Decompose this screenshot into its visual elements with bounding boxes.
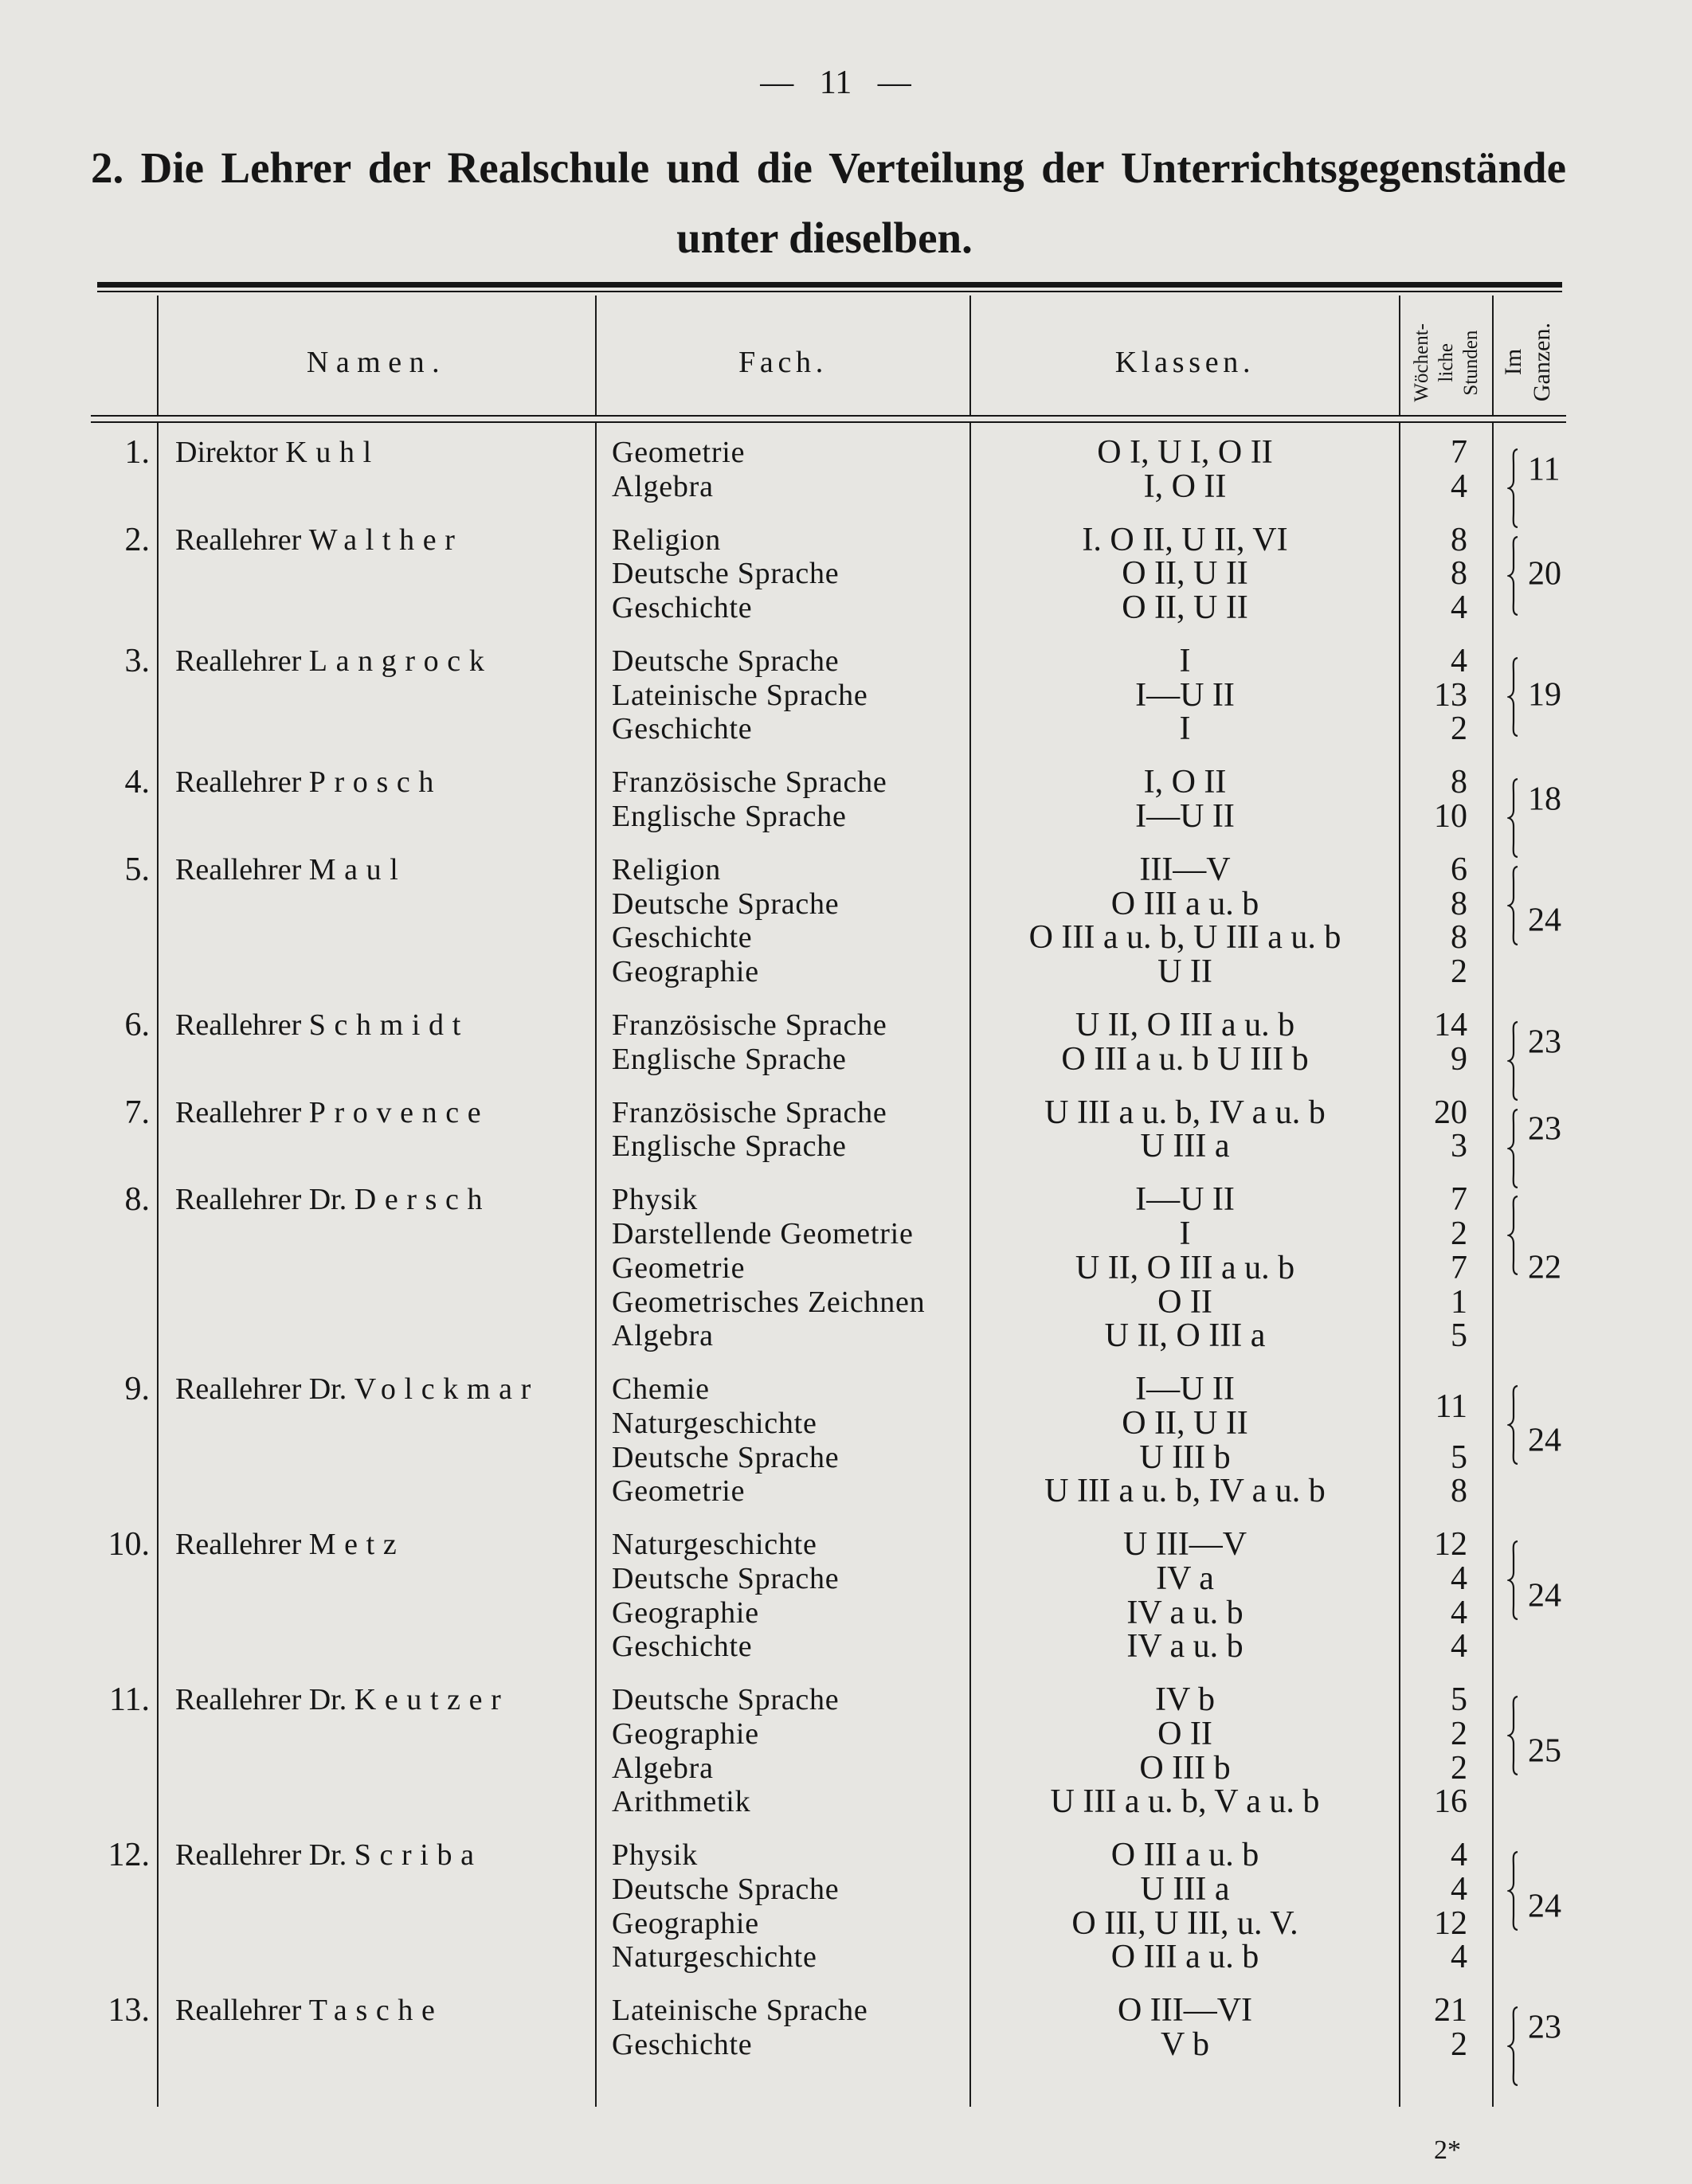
classes-cell: U III a u. b, IV a u. b: [1044, 1473, 1326, 1510]
header-column-rule: [1492, 296, 1494, 415]
subject-cell: Chemie: [612, 1372, 710, 1407]
weekly-hours-cell: [1400, 1183, 1493, 1217]
classes-cell: I—U II: [1135, 676, 1235, 714]
total-hours-cell: [1493, 644, 1562, 746]
total-hours-value: 11: [1528, 451, 1561, 488]
classes-cell: I: [1179, 643, 1191, 680]
weekly-hours-value: 4: [1451, 1871, 1467, 1908]
weekly-hours-value: 2: [1451, 1749, 1467, 1787]
classes-cell: U III a: [1140, 1128, 1230, 1165]
row-number: 12.: [108, 1837, 150, 1874]
teacher-surname: Prosch: [308, 765, 443, 800]
header-column-rule: [157, 296, 159, 415]
table-top-thick-rule: [97, 282, 1562, 288]
table-body: [97, 423, 1562, 2107]
weekly-hours-cell: [1400, 2028, 1493, 2062]
teacher-name: [158, 436, 596, 470]
header-number-cell: [97, 292, 158, 415]
subject-cell: Geschichte: [612, 1630, 753, 1664]
total-hours-cell: [1493, 436, 1562, 503]
classes-cell: U III b: [1139, 1438, 1231, 1476]
weekly-hours-cell: [1400, 557, 1493, 591]
weekly-hours-cell: [1400, 1372, 1493, 1440]
weekly-hours-value: 4: [1451, 1939, 1467, 1976]
subject-cell: Deutsche Sprache: [612, 1683, 840, 1717]
header-weekly-hours-label: [1409, 323, 1483, 402]
row-number: 4.: [124, 764, 150, 801]
subject-cell: Englische Sprache: [612, 800, 847, 834]
subject-cell: Naturgeschichte: [612, 1940, 817, 1975]
teacher-surname: Metz: [308, 1528, 405, 1562]
page-number: — 11 —: [760, 65, 911, 101]
total-hours-value: 22: [1528, 1249, 1561, 1286]
brace-icon: [1507, 1109, 1520, 1188]
teacher-row: [97, 1096, 1562, 1164]
weekly-hours-cell: [1400, 1096, 1493, 1130]
classes-cell: O II, U II: [1122, 589, 1248, 627]
subject-cell: Englische Sprache: [612, 1042, 847, 1076]
weekly-hours-value: 4: [1451, 1628, 1467, 1665]
classes-cell: U III a u. b, V a u. b: [1050, 1783, 1320, 1821]
subject-cell: Naturgeschichte: [612, 1406, 817, 1440]
teacher-row: [97, 1992, 1562, 2064]
teacher-row: [97, 1528, 1562, 1664]
total-hours-value: 20: [1528, 555, 1561, 593]
row-number: 7.: [124, 1094, 150, 1131]
section-title-line-1: 2. Die Lehrer der Realschule und die Verteilung der Unterrichtsgegenstände: [91, 143, 1566, 192]
classes-cell: III—V: [1139, 851, 1231, 889]
teacher-row: [97, 1372, 1562, 1509]
teacher-surname: Volckmar: [354, 1372, 539, 1407]
header-weekly-hours-line: Stunden: [1460, 330, 1482, 395]
subject-cell: Religion: [612, 853, 721, 887]
brace-icon: [1507, 448, 1520, 528]
row-number: 2.: [124, 521, 150, 558]
teacher-surname: Dersch: [354, 1183, 492, 1217]
brace-icon: [1507, 866, 1520, 945]
classes-cell: I: [1179, 710, 1191, 748]
total-hours-cell: [1493, 1183, 1562, 1352]
subject-cell: Algebra: [612, 469, 714, 503]
subject-cell: Deutsche Sprache: [612, 1440, 840, 1474]
weekly-hours-cell: [1400, 470, 1493, 504]
teacher-row: [97, 1838, 1562, 1975]
teacher-row: [97, 644, 1562, 746]
weekly-hours-value: 7: [1451, 1181, 1467, 1219]
weekly-hours-cell: [1400, 1940, 1493, 1975]
total-hours-value: 23: [1528, 2009, 1561, 2046]
classes-cell: O III a u. b: [1110, 1837, 1259, 1874]
total-hours-cell: [1493, 523, 1562, 625]
subject-cell: Lateinische Sprache: [612, 1994, 868, 2028]
teacher-rank: Reallehrer: [175, 1528, 302, 1562]
weekly-hours-cell: [1400, 1630, 1493, 1664]
total-hours-cell: [1493, 1096, 1562, 1164]
weekly-hours-value: 12: [1434, 1526, 1467, 1564]
teacher-surname: Maul: [308, 853, 407, 887]
classes-cell: O III a u. b: [1110, 885, 1259, 922]
total-hours-value: 25: [1528, 1732, 1561, 1770]
header-subject-label: Fach.: [738, 346, 828, 379]
header-classes-label: Klassen.: [1114, 346, 1255, 379]
weekly-hours-cell: [1400, 1319, 1493, 1353]
teacher-rank: Reallehrer: [175, 1994, 302, 2028]
weekly-hours-cell: [1400, 1528, 1493, 1562]
weekly-hours-cell: [1400, 1994, 1493, 2028]
weekly-hours-value: 4: [1451, 468, 1467, 505]
weekly-hours-cell: [1400, 955, 1493, 989]
brace-icon: [1507, 1021, 1520, 1101]
total-hours-value: 19: [1528, 676, 1561, 714]
brace-icon: [1507, 1696, 1520, 1775]
teacher-row: [97, 523, 1562, 625]
subject-cell: Französische Sprache: [612, 1008, 887, 1043]
weekly-hours-value: 13: [1434, 676, 1467, 714]
weekly-hours-cell: [1400, 712, 1493, 746]
row-number: 13.: [108, 1992, 150, 2029]
teacher-surname: Kuhl: [285, 436, 380, 469]
brace-icon: [1507, 1851, 1520, 1931]
weekly-hours-cell: [1400, 1040, 1493, 1078]
weekly-hours-value: 5: [1451, 1438, 1467, 1476]
weekly-hours-cell: [1400, 1217, 1493, 1251]
weekly-hours-cell: [1400, 853, 1493, 887]
weekly-hours-cell: [1400, 1785, 1493, 1819]
teacher-rank: Reallehrer: [175, 853, 302, 887]
subject-cell: Geographie: [612, 955, 759, 989]
classes-cell: U II: [1157, 953, 1212, 991]
weekly-hours-cell: [1400, 591, 1493, 625]
weekly-hours-value: 4: [1451, 643, 1467, 680]
subject-cell: Religion: [612, 523, 721, 557]
weekly-hours-value: 8: [1451, 555, 1467, 593]
total-hours-cell: [1493, 1683, 1562, 1819]
teacher-rank: Reallehrer: [175, 1008, 302, 1043]
teacher-rank: Reallehrer Dr.: [175, 1183, 347, 1217]
total-hours-value: 24: [1528, 902, 1561, 940]
weekly-hours-value: 4: [1451, 1560, 1467, 1597]
teacher-rank: Reallehrer Dr.: [175, 1683, 347, 1717]
classes-cell: O II, U II: [1122, 1404, 1248, 1442]
classes-cell: U III—V: [1122, 1526, 1247, 1564]
weekly-hours-cell: [1400, 1683, 1493, 1717]
classes-cell: O III b: [1139, 1749, 1231, 1787]
weekly-hours-cell: [1400, 1749, 1493, 1787]
weekly-hours-cell: [1400, 1904, 1493, 1942]
subject-cell: Algebra: [612, 1751, 714, 1785]
header-total-cell: [1493, 292, 1562, 415]
teacher-name: [158, 523, 596, 558]
teacher-name: [158, 1994, 596, 2028]
brace-icon: [1507, 1196, 1520, 1275]
weekly-hours-value: 6: [1451, 851, 1467, 889]
weekly-hours-cell: [1400, 1838, 1493, 1873]
classes-cell: IV a: [1156, 1560, 1214, 1597]
weekly-hours-cell: [1400, 887, 1493, 922]
teacher-row: [97, 764, 1562, 836]
weekly-hours-cell: [1400, 523, 1493, 558]
row-number: 5.: [124, 851, 150, 889]
weekly-hours-cell: [1400, 676, 1493, 714]
header-weekly-hours-line: Wöchent-: [1411, 323, 1432, 402]
classes-cell: U II, O III a u. b: [1075, 1007, 1295, 1044]
weekly-hours-value: 4: [1451, 1837, 1467, 1874]
header-column-rule: [595, 296, 597, 415]
classes-cell: O III—VI: [1117, 1992, 1253, 2029]
classes-cell: V b: [1160, 2026, 1210, 2064]
total-hours-value: 24: [1528, 1888, 1561, 1925]
total-hours-value: 23: [1528, 1024, 1561, 1061]
classes-cell: IV a u. b: [1126, 1628, 1244, 1665]
header-weekly-hours-line: liche: [1435, 342, 1457, 382]
table-header: [97, 292, 1562, 415]
header-names-cell: [158, 292, 596, 415]
classes-cell: O III a u. b, U III a u. b: [1028, 919, 1341, 957]
teacher-surname: Keutzer: [354, 1683, 510, 1717]
total-hours-value: 18: [1528, 781, 1561, 818]
classes-cell: O II, U II: [1122, 555, 1248, 593]
weekly-hours-value: 2: [1451, 1715, 1467, 1752]
row-number: 11.: [109, 1681, 150, 1719]
brace-icon: [1507, 1385, 1520, 1465]
weekly-hours-value: 9: [1451, 1040, 1467, 1078]
row-number: 1.: [124, 434, 150, 471]
weekly-hours-value: 3: [1451, 1128, 1467, 1165]
teacher-name: [158, 853, 596, 887]
total-hours-value: 24: [1528, 1422, 1561, 1459]
total-hours-cell: [1493, 1838, 1562, 1975]
teacher-name: [158, 1096, 596, 1130]
subject-cell: Deutsche Sprache: [612, 557, 840, 591]
row-number: 10.: [108, 1526, 150, 1564]
weekly-hours-cell: [1400, 1717, 1493, 1752]
classes-cell: O II: [1157, 1283, 1212, 1321]
weekly-hours-value: 12: [1434, 1904, 1467, 1942]
weekly-hours-value: 10: [1434, 798, 1467, 836]
classes-cell: U II, O III a: [1104, 1317, 1266, 1355]
total-hours-cell: [1493, 1994, 1562, 2061]
teacher-row: [97, 436, 1562, 503]
teacher-name: [158, 1008, 596, 1043]
teacher-rank: Reallehrer Dr.: [175, 1372, 347, 1407]
subject-cell: Französische Sprache: [612, 1095, 887, 1129]
weekly-hours-value: 1: [1451, 1283, 1467, 1321]
weekly-hours-cell: [1400, 800, 1493, 834]
weekly-hours-cell: [1400, 1873, 1493, 1907]
subject-cell: Geometrie: [612, 436, 746, 469]
classes-cell: O II: [1157, 1715, 1212, 1752]
classes-cell: O III, U III, u. V.: [1071, 1904, 1298, 1942]
weekly-hours-cell: [1400, 1283, 1493, 1321]
weekly-hours-value: 8: [1451, 919, 1467, 957]
weekly-hours-cell: [1400, 1474, 1493, 1509]
brace-icon: [1507, 778, 1520, 858]
weekly-hours-value: 7: [1451, 1249, 1467, 1286]
classes-cell: O III a u. b U III b: [1061, 1040, 1309, 1078]
teacher-row: [97, 1181, 1562, 1355]
teacher-surname: Provence: [308, 1095, 490, 1129]
subject-cell: Lateinische Sprache: [612, 678, 868, 712]
subject-cell: Algebra: [612, 1319, 714, 1353]
weekly-hours-value: 20: [1434, 1094, 1467, 1131]
weekly-hours-value: 2: [1451, 2026, 1467, 2064]
subject-cell: Französische Sprache: [612, 765, 887, 800]
weekly-hours-value: 21: [1434, 1992, 1467, 2029]
classes-cell: I: [1179, 1215, 1191, 1253]
teacher-rank: Reallehrer: [175, 523, 302, 557]
header-column-rule: [1399, 296, 1400, 415]
classes-cell: O III a u. b: [1110, 1939, 1259, 1976]
subject-cell: Geographie: [612, 1716, 759, 1751]
weekly-hours-cell: [1400, 921, 1493, 955]
header-column-rule: [969, 296, 971, 415]
teacher-name: [158, 1838, 596, 1873]
brace-icon: [1507, 1540, 1520, 1620]
brace-icon: [1507, 2006, 1520, 2086]
subject-cell: Deutsche Sprache: [612, 887, 840, 921]
subject-cell: Geographie: [612, 1906, 759, 1940]
teacher-row: [97, 1683, 1562, 1819]
weekly-hours-value: 8: [1451, 885, 1467, 922]
weekly-hours-value: 5: [1451, 1317, 1467, 1355]
teacher-name: [158, 1683, 596, 1717]
classes-cell: I—U II: [1135, 1371, 1235, 1408]
row-number: 3.: [124, 643, 150, 680]
weekly-hours-value: 8: [1451, 1473, 1467, 1510]
header-weekly-hours-cell: [1400, 292, 1493, 415]
teacher-rank: Reallehrer: [175, 765, 302, 800]
teacher-distribution-table: [97, 282, 1562, 2107]
weekly-hours-cell: [1400, 1008, 1493, 1043]
classes-cell: U II, O III a u. b: [1075, 1249, 1295, 1286]
subject-cell: Arithmetik: [612, 1785, 751, 1819]
classes-cell: I, O II: [1143, 468, 1227, 505]
teacher-surname: Langrock: [308, 644, 493, 679]
subject-cell: Englische Sprache: [612, 1129, 847, 1164]
teacher-name: [158, 644, 596, 679]
subject-cell: Geometrie: [612, 1251, 746, 1285]
subject-cell: Geometrisches Zeichnen: [612, 1285, 926, 1319]
header-bottom-rule: [91, 415, 1566, 417]
row-number: 9.: [124, 1371, 150, 1408]
classes-cell: O I, U I, O II: [1097, 434, 1273, 471]
subject-cell: Geschichte: [612, 591, 753, 625]
subject-cell: Geographie: [612, 1595, 759, 1630]
classes-cell: I—U II: [1135, 1181, 1235, 1219]
weekly-hours-value: 11: [1435, 1388, 1467, 1425]
row-number: 8.: [124, 1181, 150, 1219]
header-total-line: Ganzen.: [1528, 323, 1555, 402]
brace-icon: [1507, 657, 1520, 737]
total-hours-value: 23: [1528, 1111, 1561, 1149]
header-total-label: [1499, 323, 1557, 401]
weekly-hours-cell: [1400, 1438, 1493, 1476]
header-total-line: Im: [1499, 349, 1526, 376]
classes-cell: U III a: [1140, 1871, 1230, 1908]
weekly-hours-value: 14: [1434, 1007, 1467, 1044]
weekly-hours-value: 2: [1451, 953, 1467, 991]
total-hours-cell: [1493, 1528, 1562, 1664]
teacher-rank: Direktor: [175, 436, 278, 469]
subject-cell: Geometrie: [612, 1474, 746, 1509]
teacher-name: [158, 1183, 596, 1217]
subject-cell: Deutsche Sprache: [612, 644, 840, 679]
subject-cell: Geschichte: [612, 2028, 753, 2062]
teacher-rank: Reallehrer: [175, 1095, 302, 1129]
weekly-hours-cell: [1400, 1251, 1493, 1286]
weekly-hours-value: 5: [1451, 1681, 1467, 1719]
weekly-hours-value: 8: [1451, 764, 1467, 801]
weekly-hours-cell: [1400, 765, 1493, 800]
section-title-line-2: unter dieselben.: [676, 213, 973, 262]
teacher-row: [97, 1008, 1562, 1076]
subject-cell: Geschichte: [612, 921, 753, 955]
classes-cell: IV a u. b: [1126, 1594, 1244, 1631]
subject-cell: Deutsche Sprache: [612, 1561, 840, 1595]
teacher-surname: Scriba: [354, 1838, 483, 1873]
row-number: 6.: [124, 1007, 150, 1044]
total-hours-cell: [1493, 1372, 1562, 1509]
weekly-hours-cell: [1400, 1596, 1493, 1630]
weekly-hours-value: 7: [1451, 434, 1467, 471]
weekly-hours-cell: [1400, 436, 1493, 470]
weekly-hours-cell: [1400, 1129, 1493, 1164]
classes-cell: IV b: [1154, 1681, 1216, 1719]
teacher-rank: Reallehrer Dr.: [175, 1838, 347, 1873]
teacher-surname: Tasche: [308, 1994, 444, 2028]
teacher-surname: Schmidt: [308, 1008, 469, 1043]
subject-cell: Geschichte: [612, 712, 753, 746]
classes-cell: I. O II, U II, VI: [1082, 521, 1288, 558]
teacher-name: [158, 1372, 596, 1407]
weekly-hours-value: 2: [1451, 1215, 1467, 1253]
header-subject-cell: [596, 292, 970, 415]
total-hours-cell: [1493, 765, 1562, 833]
total-hours-cell: [1493, 853, 1562, 989]
weekly-hours-value: 4: [1451, 1594, 1467, 1631]
total-hours-value: 24: [1528, 1577, 1561, 1615]
weekly-hours-cell: [1400, 644, 1493, 679]
weekly-hours-cell: [1400, 1562, 1493, 1596]
teacher-row: [97, 853, 1562, 989]
subject-cell: Darstellende Geometrie: [612, 1217, 914, 1251]
brace-icon: [1507, 536, 1520, 616]
classes-cell: U III a u. b, IV a u. b: [1044, 1094, 1326, 1131]
subject-cell: Deutsche Sprache: [612, 1873, 840, 1907]
teacher-surname: Walther: [308, 523, 464, 557]
subject-cell: Naturgeschichte: [612, 1528, 817, 1562]
sheet-signature: 2*: [1434, 2135, 1461, 2165]
teacher-name: [158, 765, 596, 800]
weekly-hours-value: 16: [1434, 1783, 1467, 1821]
weekly-hours-value: 8: [1451, 521, 1467, 558]
weekly-hours-value: 2: [1451, 710, 1467, 748]
classes-cell: I, O II: [1143, 764, 1227, 801]
total-hours-cell: [1493, 1008, 1562, 1076]
subject-cell: Physik: [612, 1183, 699, 1217]
teacher-name: [158, 1528, 596, 1562]
weekly-hours-value: 4: [1451, 589, 1467, 627]
header-names-label: Namen.: [306, 346, 448, 379]
header-classes-cell: [970, 292, 1400, 415]
classes-cell: I—U II: [1135, 798, 1235, 836]
subject-cell: Physik: [612, 1838, 699, 1873]
teacher-rank: Reallehrer: [175, 644, 302, 679]
